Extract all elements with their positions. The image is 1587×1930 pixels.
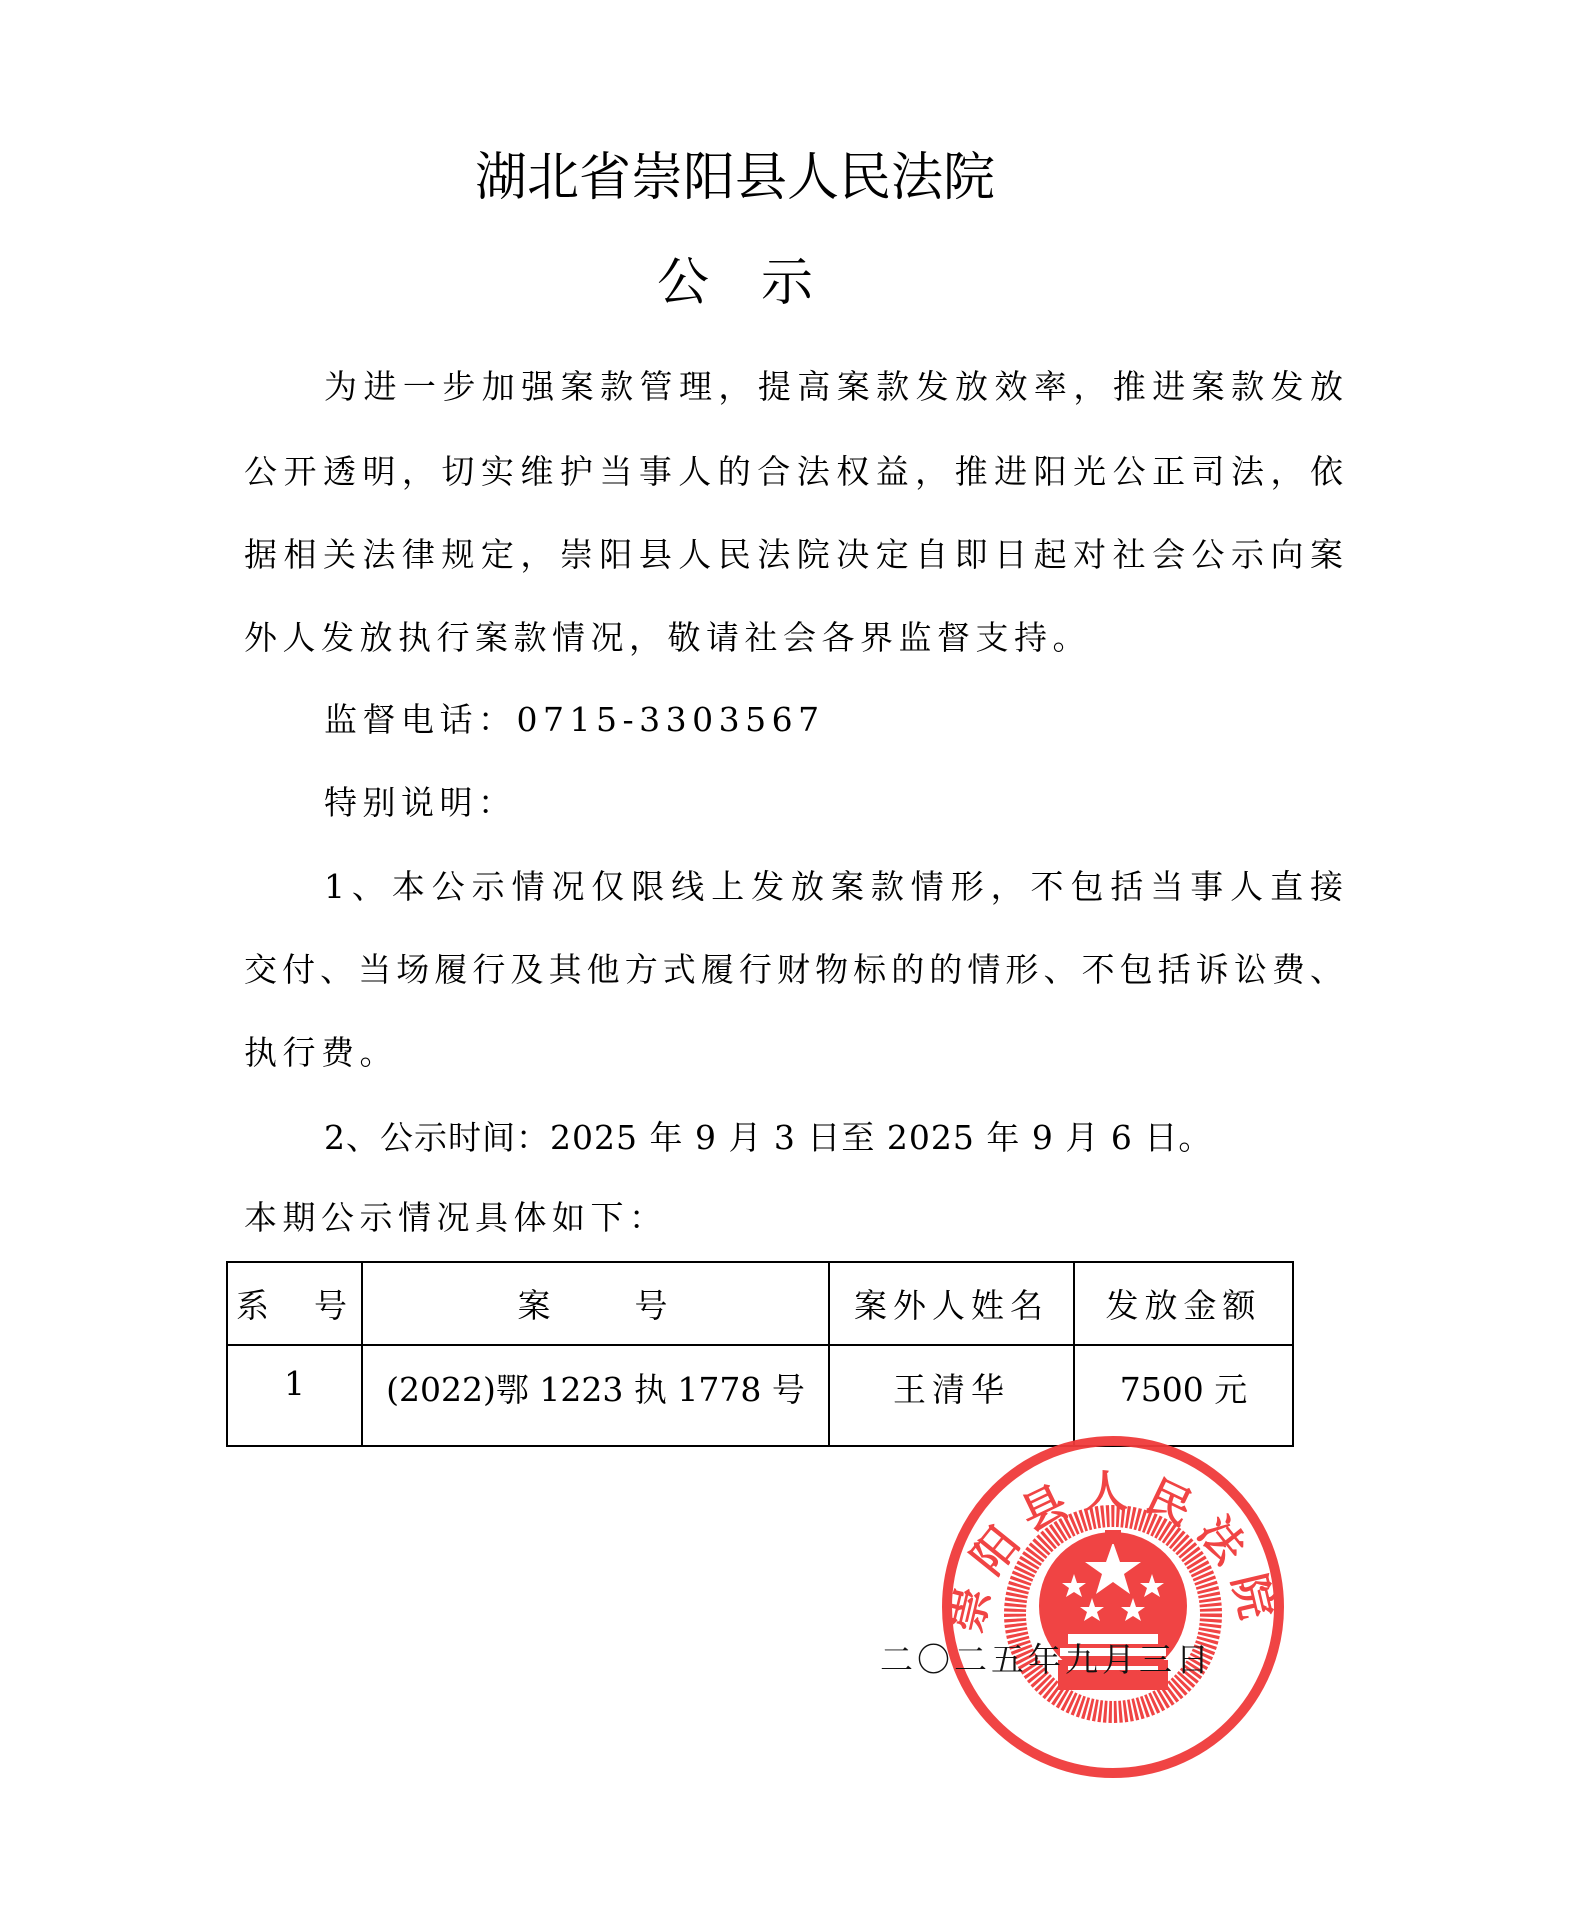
court-title: 湖北省崇阳县人民法院 — [474, 148, 995, 208]
note1-line-2: 交付、当场履行及其他方式履行财物标的的情形、不包括诉讼费、 — [244, 950, 1343, 989]
note1-line-3: 执行费。 — [244, 1033, 398, 1072]
svg-text:崇阳县人民法院: 崇阳县人民法院 — [940, 1466, 1286, 1638]
issue-date: 二〇二五年九月三日 — [880, 1640, 1213, 1679]
publicity-period: 2、公示时间：2025 年 9 月 3 日至 2025 年 9 月 6 日。 — [324, 1118, 1213, 1157]
special-note-heading: 特别说明： — [324, 783, 517, 822]
header-case-no: 案 号 — [362, 1262, 829, 1345]
disbursement-table — [226, 1261, 1294, 1447]
cell-payee-name: 王清华 — [829, 1345, 1074, 1446]
intro-line-3: 据相关法律规定，崇阳县人民法院决定自即日起对社会公示向案 — [244, 535, 1343, 574]
court-seal-icon — [940, 1434, 1286, 1780]
table-intro: 本期公示情况具体如下： — [244, 1198, 668, 1237]
header-payee-name: 案外人姓名 — [829, 1262, 1074, 1345]
header-seq: 系 号 — [227, 1262, 362, 1345]
cell-case-no: (2022)鄂 1223 执 1778 号 — [362, 1345, 829, 1446]
header-amount: 发放金额 — [1074, 1262, 1293, 1345]
note1-line-1: 1、本公示情况仅限线上发放案款情形，不包括当事人直接 — [324, 867, 1343, 906]
table-row — [227, 1345, 1293, 1446]
intro-line-1: 为进一步加强案款管理，提高案款发放效率，推进案款发放 — [324, 367, 1343, 406]
cell-seq: 1 — [227, 1345, 362, 1446]
notice-heading: 公 示 — [656, 253, 813, 313]
intro-line-4: 外人发放执行案款情况，敬请社会各界监督支持。 — [244, 618, 1091, 657]
table-header-row — [227, 1262, 1293, 1345]
cell-amount: 7500 元 — [1074, 1345, 1293, 1446]
intro-line-2: 公开透明，切实维护当事人的合法权益，推进阳光公正司法，依 — [244, 452, 1343, 491]
supervision-phone: 监督电话：0715-3303567 — [324, 700, 825, 739]
